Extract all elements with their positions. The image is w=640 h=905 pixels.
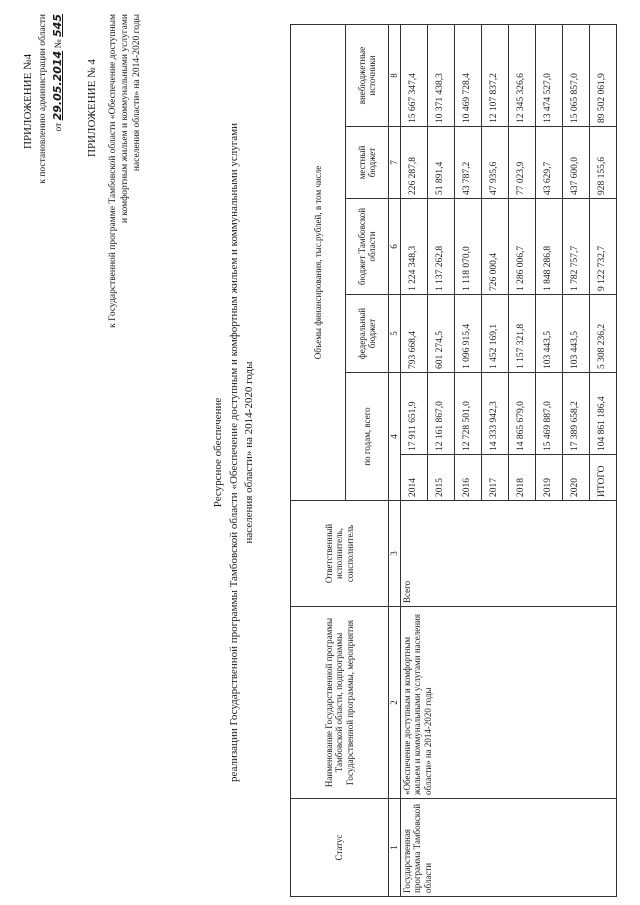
- regional-cell: 1 286 006,7: [508, 199, 535, 295]
- local-cell: 226 287,8: [400, 127, 427, 199]
- heading-line-3: населения области» на 2014-2020 годы: [243, 361, 255, 544]
- header-regional: бюджет Тамбовской области: [346, 199, 389, 295]
- extra-cell: 12 107 837,2: [481, 24, 508, 126]
- appendix-line-3: населения области» на 2014-2020 годы: [132, 14, 142, 172]
- header-status: Статус: [291, 799, 389, 897]
- column-number: 2: [389, 607, 401, 799]
- regional-cell: 1 118 070,0: [454, 199, 481, 295]
- local-cell: 437 600,0: [562, 127, 589, 199]
- total-cell: 15 469 887,0: [535, 373, 562, 455]
- federal-cell: 1 452 169,1: [481, 295, 508, 373]
- total-cell: 17 911 651,9: [400, 373, 427, 455]
- total-cell: 14 865 679,0: [508, 373, 535, 455]
- federal-cell: 1 157 321,8: [508, 295, 535, 373]
- resource-table: [290, 24, 617, 897]
- extra-cell: 12 345 326,6: [508, 24, 535, 126]
- total-cell: 17 389 658,2: [562, 373, 589, 455]
- header-name: Наименование Государственной программы Тамбовской области, подпрограммы Государственной программы, мероприятия: [291, 607, 389, 799]
- appendix-line-1: к Государственной программе Тамбовской области «Обеспечение доступным: [108, 14, 118, 328]
- heading-line-2: реализации Государственной программы Тамбовской области «Обеспечение доступным и комфортным жильем и коммунальными услугами: [228, 122, 240, 783]
- total-cell: 12 161 867,0: [427, 373, 454, 455]
- responsible-cell: Всего: [400, 501, 616, 607]
- local-cell: 43 787,2: [454, 127, 481, 199]
- column-number: 1: [389, 799, 401, 897]
- local-cell: 51 891,4: [427, 127, 454, 199]
- extra-cell: 89 502 061,9: [589, 24, 616, 126]
- federal-cell: 103 443,5: [535, 295, 562, 373]
- header-extra: внебюджетные источники: [346, 24, 389, 126]
- handwritten-date: 29.05.2014: [51, 50, 64, 121]
- year-cell: 2014: [400, 455, 427, 501]
- local-cell: 47 935,6: [481, 127, 508, 199]
- extra-cell: 15 065 857,0: [562, 24, 589, 126]
- header-responsible: Ответственный исполнитель, соисполнитель: [291, 501, 389, 607]
- regional-cell: 1 224 348,3: [400, 199, 427, 295]
- regional-cell: 1 137 262,8: [427, 199, 454, 295]
- regional-cell: 726 000,4: [481, 199, 508, 295]
- federal-cell: 601 274,5: [427, 295, 454, 373]
- appendix-line-2: и комфортным жильем и коммунальными услугами: [120, 14, 130, 224]
- header-federal: федеральный бюджет: [346, 295, 389, 373]
- extra-cell: 15 667 347,4: [400, 24, 427, 126]
- appendix-stamp-line: к постановлению администрации области: [38, 14, 48, 184]
- total-cell: 14 333 942,3: [481, 373, 508, 455]
- status-cell: Государственная программа Тамбовской области: [400, 799, 616, 897]
- year-cell: 2016: [454, 455, 481, 501]
- federal-cell: 1 096 915,4: [454, 295, 481, 373]
- total-cell: 104 861 186,4: [589, 373, 616, 455]
- year-cell: 2018: [508, 455, 535, 501]
- extra-cell: 13 474 527,0: [535, 24, 562, 126]
- heading-line-1: Ресурсное обеспечение: [212, 397, 224, 508]
- extra-cell: 10 371 438,3: [427, 24, 454, 126]
- table-row: [400, 24, 427, 896]
- column-number: 8: [389, 24, 401, 126]
- appendix-stamp-date: от 29.05.2014 № 545: [51, 14, 64, 132]
- column-number: 3: [389, 501, 401, 607]
- year-cell: 2019: [535, 455, 562, 501]
- column-numbers-row: [389, 24, 401, 896]
- year-cell: 2015: [427, 455, 454, 501]
- federal-cell: 103 443,5: [562, 295, 589, 373]
- federal-cell: 793 668,4: [400, 295, 427, 373]
- year-cell: 2017: [481, 455, 508, 501]
- header-volumes: Объемы финансирования, тыс.рублей, в том числе: [291, 24, 346, 500]
- column-number: 5: [389, 295, 401, 373]
- year-cell: 2020: [562, 455, 589, 501]
- extra-cell: 10 469 728,4: [454, 24, 481, 126]
- total-cell: 12 728 501,0: [454, 373, 481, 455]
- federal-cell: 5 308 236,2: [589, 295, 616, 373]
- header-by-years: по годам, всего: [346, 373, 389, 501]
- local-cell: 928 155,6: [589, 127, 616, 199]
- appendix-title: ПРИЛОЖЕНИЕ № 4: [86, 59, 98, 157]
- year-cell: ИТОГО: [589, 455, 616, 501]
- local-cell: 77 023,9: [508, 127, 535, 199]
- regional-cell: 9 122 732,7: [589, 199, 616, 295]
- local-cell: 43 629,7: [535, 127, 562, 199]
- column-number: 6: [389, 199, 401, 295]
- header-local: местный бюджет: [346, 127, 389, 199]
- handwritten-number: 545: [51, 14, 64, 37]
- appendix-stamp-title: ПРИЛОЖЕНИЕ №4: [22, 53, 34, 149]
- column-number: 4: [389, 373, 401, 501]
- program-name-cell: «Обеспечение доступным и комфортным жильем и коммунальными услугами населения области» на 2014-2020 годы: [400, 607, 616, 799]
- regional-cell: 1 848 286,8: [535, 199, 562, 295]
- regional-cell: 1 782 757,7: [562, 199, 589, 295]
- column-number: 7: [389, 127, 401, 199]
